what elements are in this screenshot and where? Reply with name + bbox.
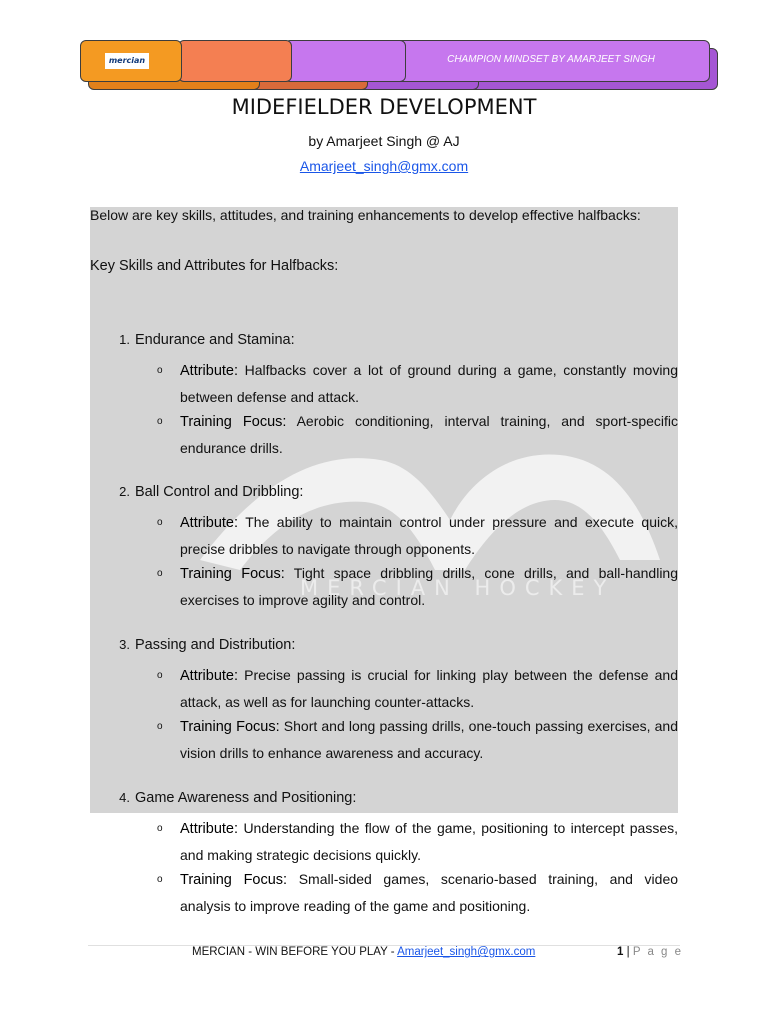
watermark-text: MERCIAN HOCKEY	[300, 576, 616, 600]
attribute-label: Attribute:	[180, 668, 239, 684]
author-byline: by Amarjeet Singh @ AJ	[308, 133, 460, 149]
attribute-bullet	[157, 663, 678, 715]
footer-slogan: MERCIAN - WIN BEFORE YOU PLAY -	[192, 946, 398, 958]
training-text: Aerobic conditioning, interval training, and sport-specific endurance drills.	[180, 413, 679, 456]
footer-text	[192, 946, 535, 958]
training-bullet	[157, 867, 679, 919]
attribute-bullet	[157, 358, 679, 410]
item-title: Ball Control and Dribbling:	[135, 484, 304, 500]
training-text: Short and long passing drills, one-touch passing exercises, and vision drills to enhance awareness and accuracy.	[180, 718, 679, 761]
orange-tab	[178, 40, 292, 82]
list-item	[90, 332, 678, 462]
item-title: Endurance and Stamina:	[135, 332, 295, 348]
author-email-link[interactable]: Amarjeet_singh@gmx.com	[299, 158, 469, 174]
attribute-text: Understanding the flow of the game, positioning to intercept passes, and making strategic decisions quickly.	[180, 820, 678, 863]
attribute-text: Precise passing is crucial for linking play between the defense and attack, as well as for launching counter-attacks.	[180, 667, 678, 710]
bullet-icon: o	[157, 670, 163, 681]
item-title: Game Awareness and Positioning:	[135, 790, 357, 806]
page-number	[617, 946, 683, 958]
item-title: Passing and Distribution:	[135, 637, 296, 653]
attribute-text: Halfbacks cover a lot of ground during a game, constantly moving between defense and attack.	[180, 362, 679, 405]
bullet-icon: o	[157, 517, 163, 528]
attribute-label: Attribute:	[180, 821, 239, 837]
bullet-icon: o	[157, 874, 163, 885]
attribute-bullet	[157, 510, 679, 562]
training-bullet	[157, 561, 679, 613]
training-bullet	[157, 714, 679, 766]
item-number: 1.	[119, 332, 130, 347]
bullet-icon: o	[157, 365, 163, 376]
logo-tab	[80, 40, 182, 82]
header-banner	[80, 40, 716, 90]
mercian-logo: mercian	[105, 53, 149, 69]
bullet-icon: o	[157, 721, 163, 732]
page-label: P a g e	[632, 946, 684, 958]
training-label: Training Focus:	[180, 566, 285, 582]
intro-paragraph: Below are key skills, attitudes, and training enhancements to develop effective halfbacks:	[90, 207, 641, 223]
list-item	[90, 790, 678, 920]
training-label: Training Focus:	[180, 719, 280, 735]
item-number: 3.	[119, 637, 130, 652]
footer-email-link[interactable]: Amarjeet_singh@gmx.com	[397, 946, 536, 958]
attribute-bullet	[157, 816, 678, 868]
document-body	[90, 203, 678, 279]
attribute-label: Attribute:	[180, 363, 239, 379]
section-heading: Key Skills and Attributes for Halfbacks:	[90, 257, 339, 274]
training-text: Small-sided games, scenario-based training, and video analysis to improve reading of the game and positioning.	[180, 871, 679, 914]
item-number: 2.	[119, 484, 130, 499]
training-text: Tight space dribbling drills, cone drills, and ball-handling exercises to improve agility and control.	[180, 565, 679, 608]
bullet-icon: o	[157, 416, 163, 427]
list-item	[90, 637, 678, 767]
attribute-label: Attribute:	[180, 515, 239, 531]
list-item	[90, 484, 678, 614]
training-label: Training Focus:	[180, 414, 287, 430]
violet-tab	[284, 40, 406, 82]
attribute-text: The ability to maintain control under pressure and execute quick, precise dribbles to navigate through opponents.	[180, 514, 679, 557]
page-number-value: 1	[617, 946, 624, 958]
bullet-icon: o	[157, 823, 163, 834]
item-number: 4.	[119, 790, 130, 805]
bullet-icon: o	[157, 568, 163, 579]
document-title: MIDEFIELDER DEVELOPMENT	[231, 95, 537, 119]
training-bullet	[157, 409, 679, 461]
page-separator: |	[626, 946, 630, 958]
banner-text: CHAMPION MINDSET BY AMARJEET SINGH	[447, 54, 655, 65]
training-label: Training Focus:	[180, 872, 288, 888]
